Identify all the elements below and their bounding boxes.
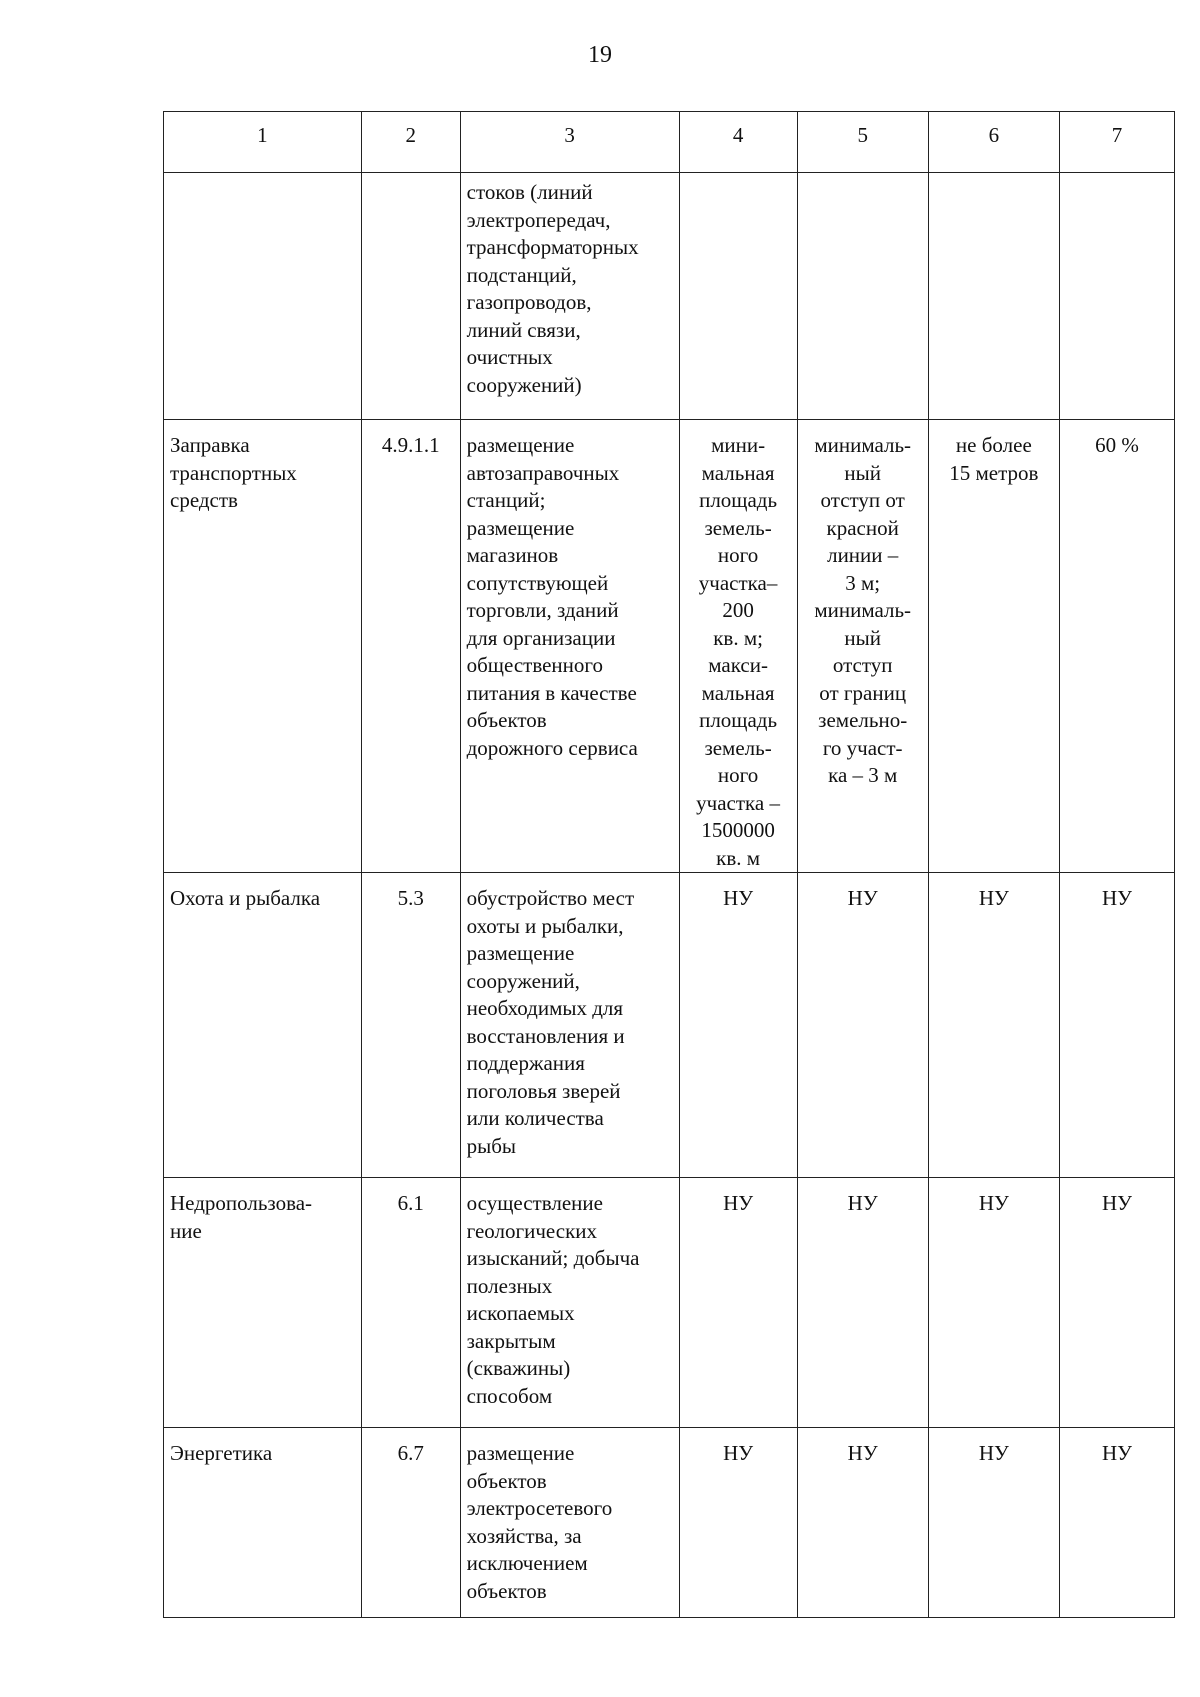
- column-header-2: 2: [361, 112, 460, 173]
- use-code-cell: 5.3: [361, 873, 460, 1178]
- table-row: [164, 1178, 1175, 1428]
- setback-cell: [797, 173, 928, 420]
- use-code-cell: 6.7: [361, 1428, 460, 1618]
- table-row: [164, 420, 1175, 873]
- max-height-cell: НУ: [928, 1428, 1059, 1618]
- use-name-cell: Охота и рыбалка: [164, 873, 362, 1178]
- max-height-cell: не более 15 метров: [928, 420, 1059, 873]
- column-header-3: 3: [460, 112, 679, 173]
- setback-cell: НУ: [797, 1178, 928, 1428]
- column-header-1: 1: [164, 112, 362, 173]
- column-header-4: 4: [679, 112, 797, 173]
- coverage-cell: НУ: [1059, 873, 1174, 1178]
- plot-area-cell: мини- мальная площадь земель- ного участка– 200 кв. м; макси- мальная площадь земель- ного участка – 1500000 кв. м: [679, 420, 797, 873]
- coverage-cell: НУ: [1059, 1428, 1174, 1618]
- table-row: [164, 873, 1175, 1178]
- use-code-cell: [361, 173, 460, 420]
- plot-area-cell: [679, 173, 797, 420]
- setback-cell: минималь- ный отступ от красной линии – 3 м; минималь- ный отступ от границ земельно- го участ- ка – 3 м: [797, 420, 928, 873]
- use-description-cell: стоков (линий электропередач, трансформаторных подстанций, газопроводов, линий связи, очистных сооружений): [460, 173, 679, 420]
- use-name-cell: Энергетика: [164, 1428, 362, 1618]
- column-header-6: 6: [928, 112, 1059, 173]
- column-header-5: 5: [797, 112, 928, 173]
- land-use-table: [163, 111, 1175, 1618]
- use-name-cell: Заправка транспортных средств: [164, 420, 362, 873]
- plot-area-cell: НУ: [679, 873, 797, 1178]
- header-row: [164, 112, 1175, 173]
- coverage-cell: НУ: [1059, 1178, 1174, 1428]
- max-height-cell: [928, 173, 1059, 420]
- max-height-cell: НУ: [928, 1178, 1059, 1428]
- use-description-cell: размещение автозаправочных станций; размещение магазинов сопутствующей торговли, зданий для организации общественного питания в качестве объектов дорожного сервиса: [460, 420, 679, 873]
- use-name-cell: [164, 173, 362, 420]
- setback-cell: НУ: [797, 873, 928, 1178]
- use-description-cell: обустройство мест охоты и рыбалки, размещение сооружений, необходимых для восстановления и поддержания поголовья зверей или количества рыбы: [460, 873, 679, 1178]
- use-description-cell: осуществление геологических изысканий; добыча полезных ископаемых закрытым (скважины) способом: [460, 1178, 679, 1428]
- plot-area-cell: НУ: [679, 1178, 797, 1428]
- table-row: [164, 1428, 1175, 1618]
- plot-area-cell: НУ: [679, 1428, 797, 1618]
- max-height-cell: НУ: [928, 873, 1059, 1178]
- setback-cell: НУ: [797, 1428, 928, 1618]
- use-code-cell: 6.1: [361, 1178, 460, 1428]
- use-description-cell: размещение объектов электросетевого хозяйства, за исключением объектов: [460, 1428, 679, 1618]
- coverage-cell: [1059, 173, 1174, 420]
- use-name-cell: Недропользова- ние: [164, 1178, 362, 1428]
- coverage-cell: 60 %: [1059, 420, 1174, 873]
- page-number: 19: [588, 42, 612, 68]
- table-row: [164, 173, 1175, 420]
- use-code-cell: 4.9.1.1: [361, 420, 460, 873]
- column-header-7: 7: [1059, 112, 1174, 173]
